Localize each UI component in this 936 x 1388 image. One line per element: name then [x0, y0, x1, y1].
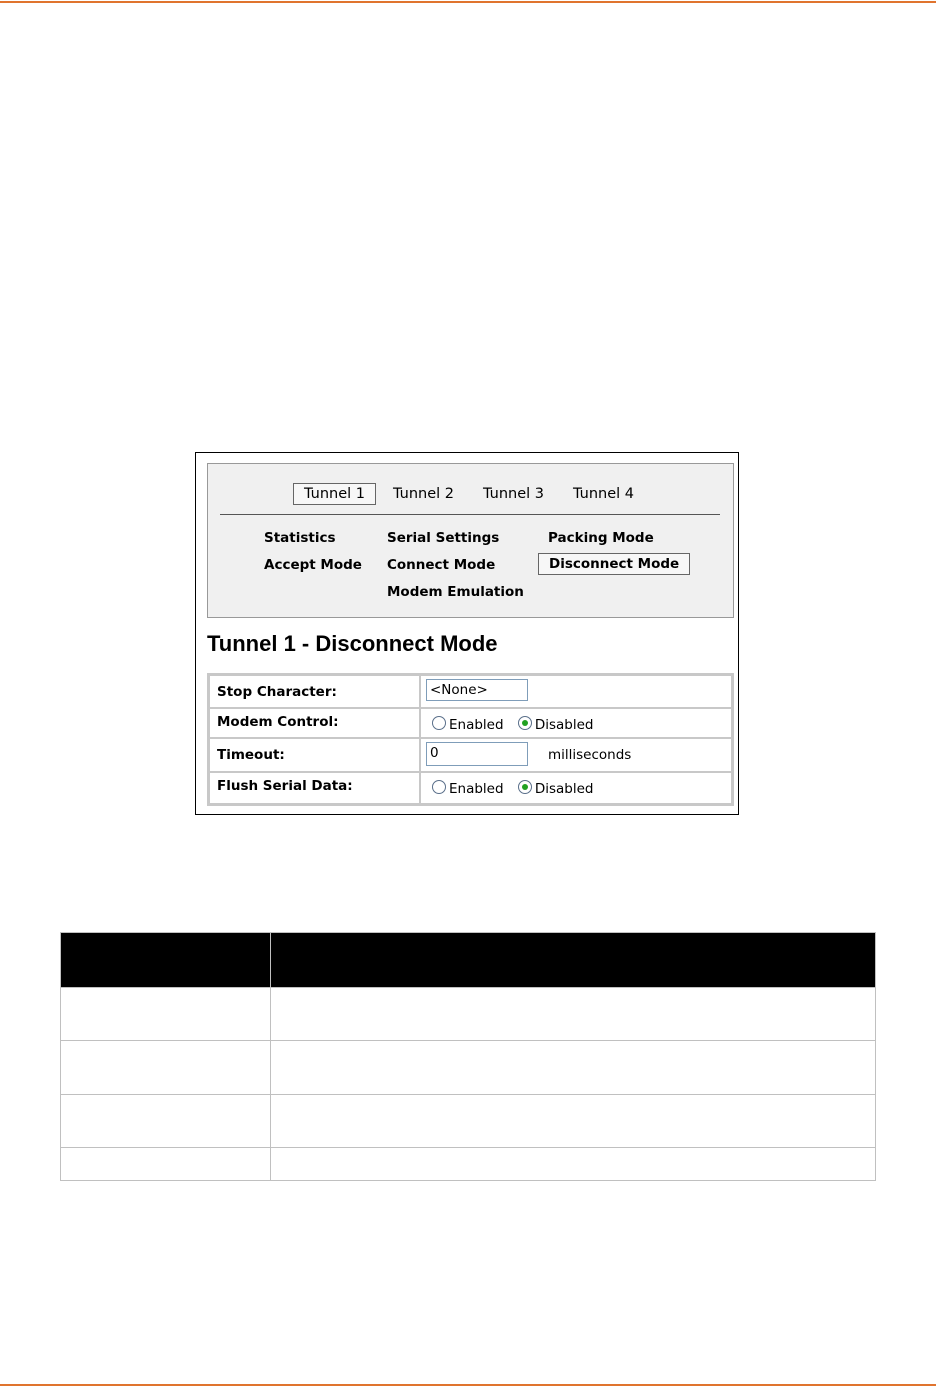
row-modem-control: [210, 707, 731, 739]
table-column-divider: [270, 933, 271, 1180]
timeout-label: Timeout:: [217, 747, 285, 763]
page-title: Tunnel 1 - Disconnect Mode: [207, 631, 498, 656]
flush-serial-data-label: Flush Serial Data:: [217, 778, 353, 794]
stop-character-input[interactable]: <None>: [426, 679, 528, 701]
tab-tunnel-4[interactable]: Tunnel 4: [573, 486, 635, 502]
settings-description-table: [60, 932, 876, 1181]
table-header: [61, 933, 875, 987]
modem-control-enabled-radio[interactable]: [432, 716, 446, 730]
tunnel-navigation: [207, 463, 734, 618]
nav-divider: [220, 514, 720, 515]
modem-control-disabled-radio[interactable]: [518, 716, 532, 730]
table-row: [61, 987, 875, 1041]
nav-packing-mode[interactable]: Packing Mode: [548, 530, 654, 546]
row-flush-serial-data: [210, 771, 731, 805]
row-timeout: [210, 737, 731, 773]
timeout-input[interactable]: 0: [426, 742, 528, 766]
modem-control-options: [432, 716, 594, 733]
table-row: [61, 1094, 875, 1148]
nav-statistics[interactable]: Statistics: [264, 530, 336, 546]
header-rule: [0, 1, 936, 3]
nav-serial-settings[interactable]: Serial Settings: [387, 530, 500, 546]
row-stop-character: [210, 676, 731, 707]
table-row: [61, 1147, 875, 1181]
flush-serial-data-options: [432, 780, 594, 797]
flush-enabled-label[interactable]: Enabled: [449, 781, 504, 797]
table-row: [61, 1040, 875, 1095]
modem-control-label: Modem Control:: [217, 714, 339, 730]
disconnect-mode-form: [207, 673, 734, 806]
flush-disabled-radio[interactable]: [518, 780, 532, 794]
web-manager-screenshot: [195, 452, 739, 815]
nav-disconnect-mode[interactable]: Disconnect Mode: [538, 553, 690, 575]
tab-tunnel-2[interactable]: Tunnel 2: [393, 486, 455, 502]
flush-disabled-label[interactable]: Disabled: [534, 781, 594, 797]
tab-tunnel-3[interactable]: Tunnel 3: [483, 486, 545, 502]
modem-control-enabled-label[interactable]: Enabled: [449, 717, 504, 733]
timeout-unit: milliseconds: [548, 747, 632, 763]
nav-connect-mode[interactable]: Connect Mode: [387, 557, 496, 573]
tab-tunnel-1[interactable]: Tunnel 1: [293, 483, 376, 505]
flush-enabled-radio[interactable]: [432, 780, 446, 794]
nav-accept-mode[interactable]: Accept Mode: [264, 557, 362, 573]
modem-control-disabled-label[interactable]: Disabled: [534, 717, 594, 733]
nav-modem-emulation[interactable]: Modem Emulation: [387, 584, 524, 600]
footer-rule: [0, 1384, 936, 1386]
stop-character-label: Stop Character:: [217, 684, 337, 700]
